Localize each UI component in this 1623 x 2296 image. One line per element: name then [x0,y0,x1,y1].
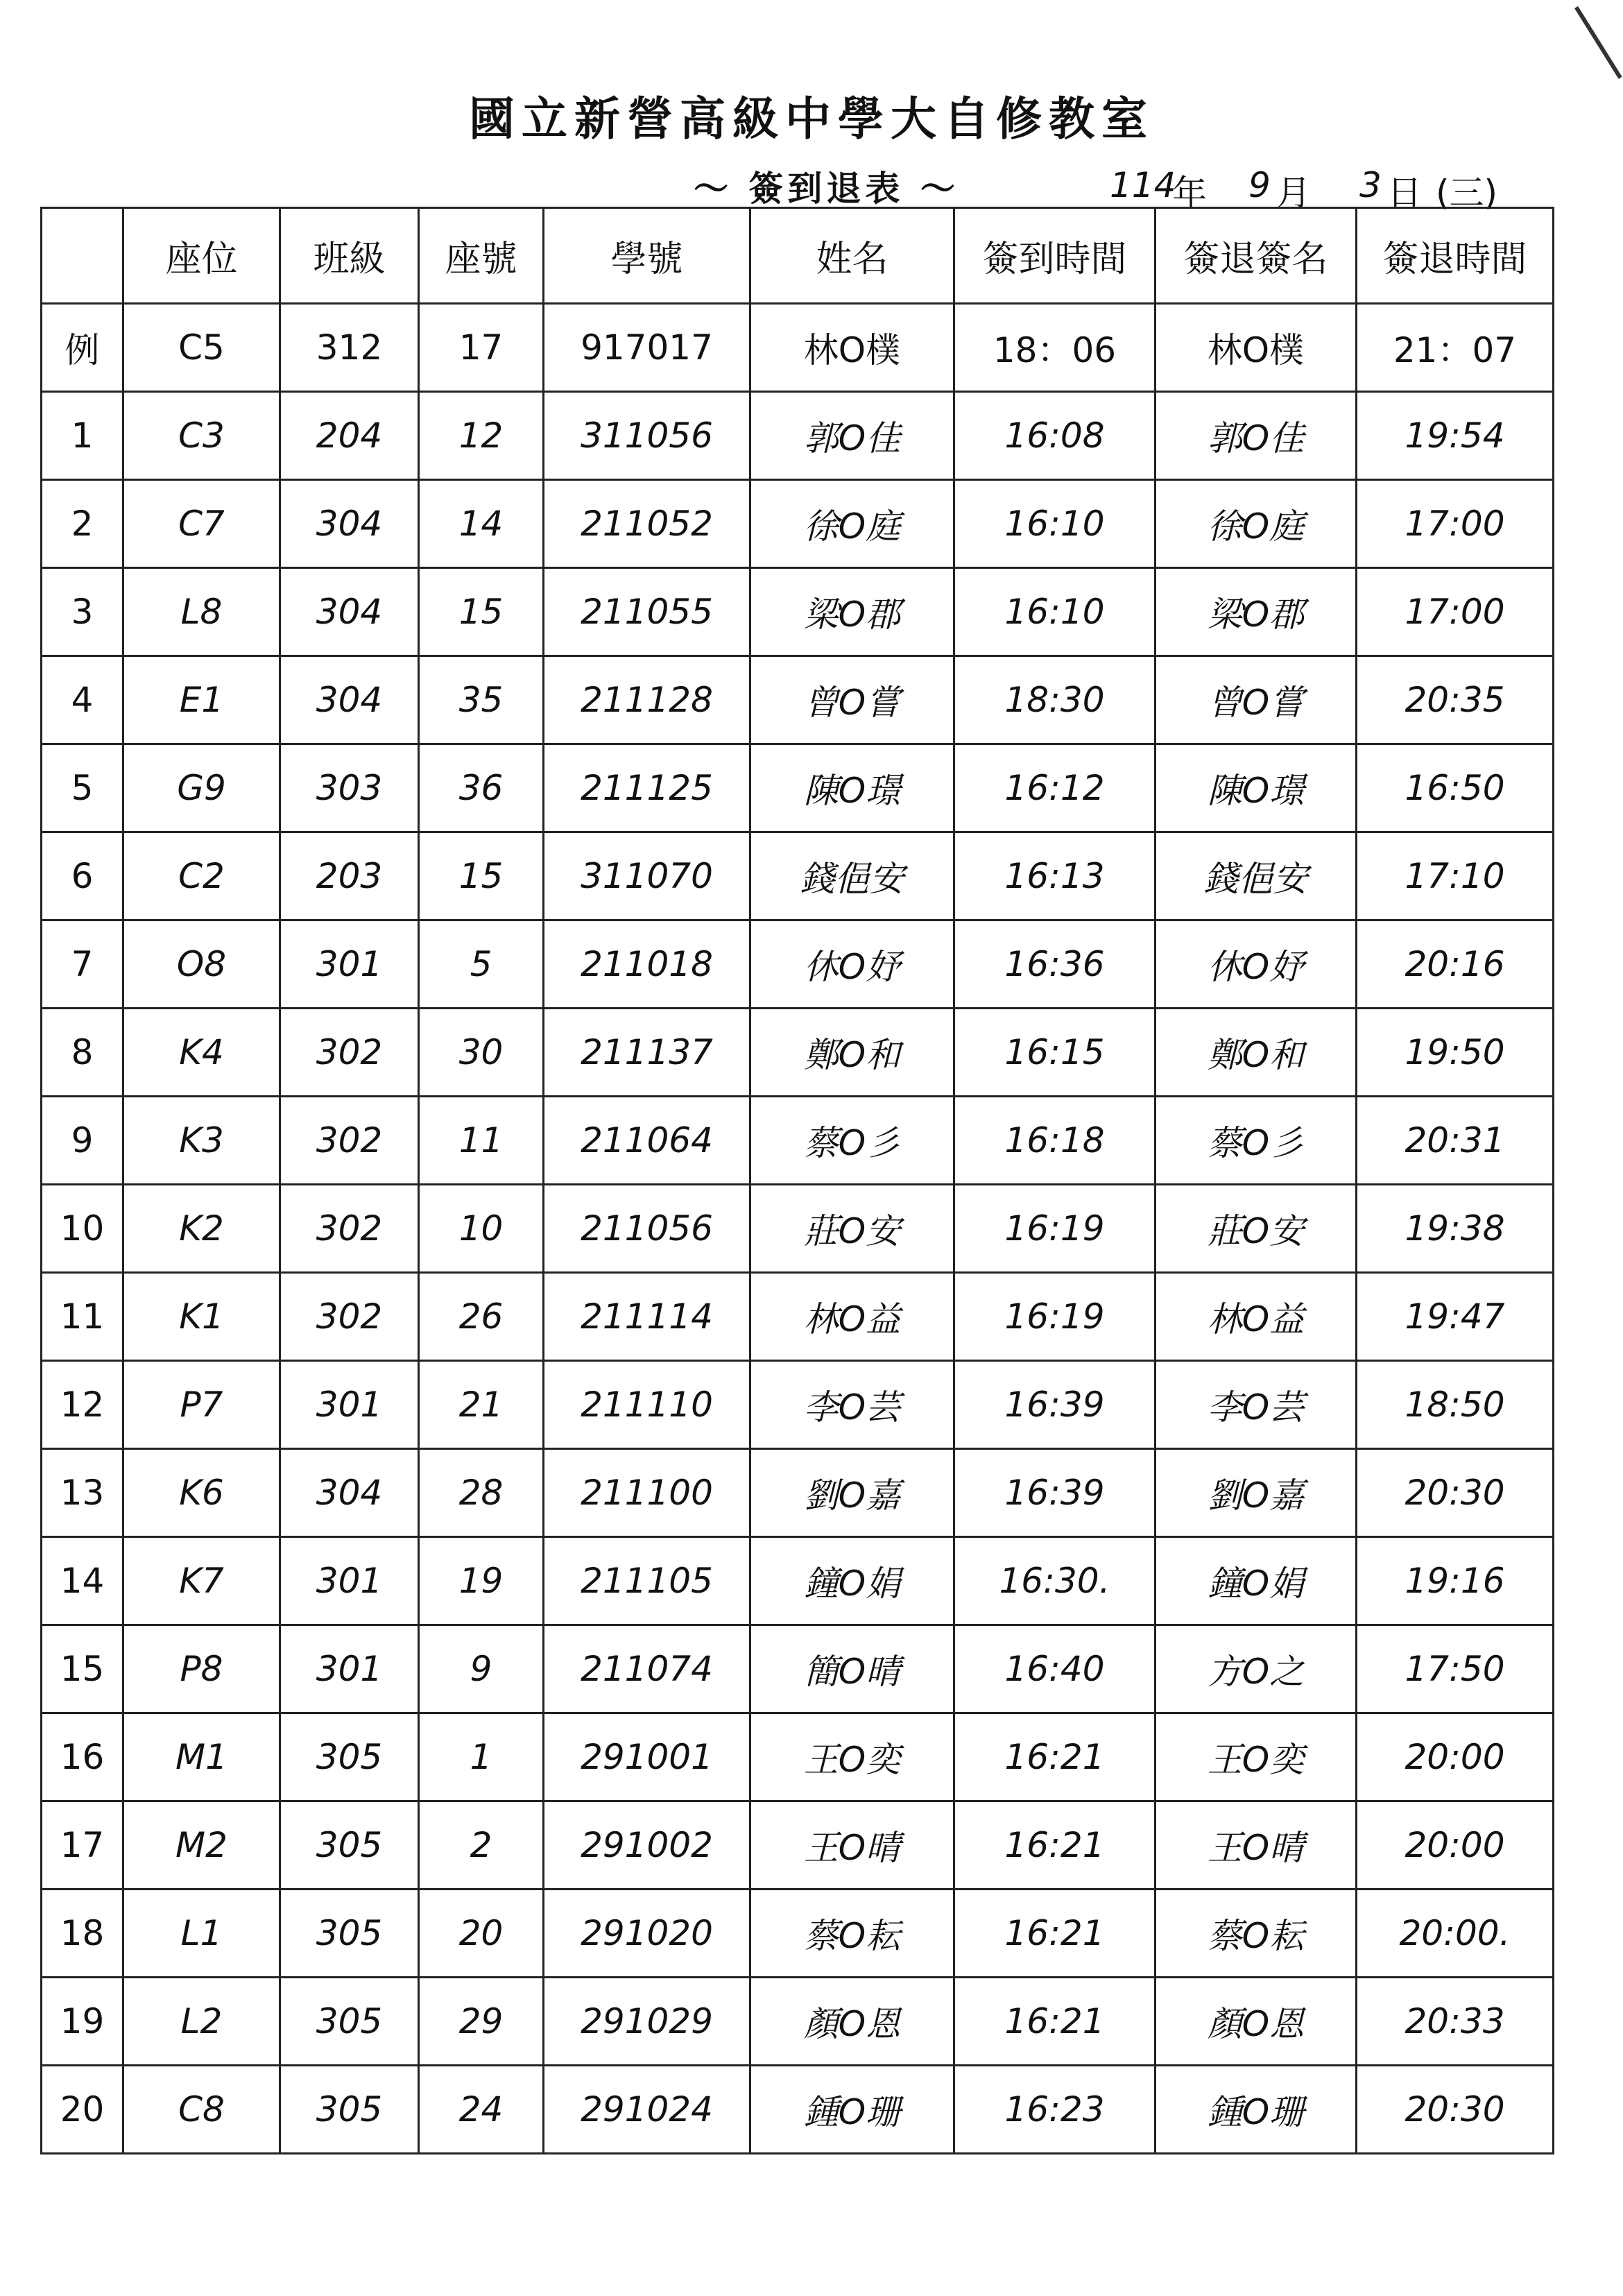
student-id-cell: 211128 [544,656,750,744]
seat-cell: M1 [123,1713,280,1801]
seat-cell: E1 [123,656,280,744]
example-seat: C5 [123,304,280,392]
example-class: 312 [280,304,419,392]
seat-cell: O8 [123,920,280,1009]
table-row [42,1890,1554,1978]
student-id-cell: 211125 [544,744,750,832]
pen-mark [1574,6,1622,79]
example-student-id: 917017 [544,304,750,392]
name-cell: 徐O庭 [750,480,954,568]
sign-out-time-cell: 17:50 [1357,1625,1554,1713]
class-cell: 204 [280,392,419,480]
seat-number-cell: 15 [419,568,544,656]
sign-out-name-cell: 梁O郡 [1156,568,1357,656]
sign-out-time-cell: 17:00 [1357,568,1554,656]
header-row [42,208,1554,304]
seat-number-cell: 2 [419,1801,544,1890]
name-cell: 錢俋安 [750,832,954,920]
seat-number-cell: 15 [419,832,544,920]
sign-out-time-cell: 20:16 [1357,920,1554,1009]
name-cell: 鄭O和 [750,1009,954,1097]
date-weekday: (三) [1436,173,1498,213]
class-cell: 302 [280,1097,419,1185]
row-number: 8 [42,1009,123,1097]
class-cell: 301 [280,1537,419,1625]
student-id-cell: 211100 [544,1449,750,1537]
sign-out-time-cell: 20:33 [1357,1978,1554,2066]
seat-number-cell: 10 [419,1185,544,1273]
student-id-cell: 291002 [544,1801,750,1890]
example-number: 17 [419,304,544,392]
sign-out-time-cell: 20:00 [1357,1801,1554,1890]
sign-in-time-cell: 16:18 [954,1097,1156,1185]
sign-out-name-cell: 徐O庭 [1156,480,1357,568]
sign-out-name-cell: 鄭O和 [1156,1009,1357,1097]
name-cell: 陳O璟 [750,744,954,832]
sign-out-name-cell: 蔡O彡 [1156,1097,1357,1185]
col-header-name: 姓名 [750,208,954,304]
seat-number-cell: 30 [419,1009,544,1097]
sign-out-time-cell: 19:38 [1357,1185,1554,1273]
table-row [42,1713,1554,1801]
col-header-index [42,208,123,304]
row-number: 10 [42,1185,123,1273]
sign-out-name-cell: 顏O恩 [1156,1978,1357,2066]
col-header-seat: 座位 [123,208,280,304]
name-cell: 林O益 [750,1273,954,1361]
seat-number-cell: 24 [419,2066,544,2154]
page-subtitle: ～ 簽到退表 ～ [694,168,959,209]
table-row [42,1273,1554,1361]
student-id-cell: 211110 [544,1361,750,1449]
seat-cell: L2 [123,1978,280,2066]
date-year-unit: 年 [1172,173,1207,213]
sign-in-time-cell: 16:13 [954,832,1156,920]
seat-cell: P8 [123,1625,280,1713]
student-id-cell: 291001 [544,1713,750,1801]
seat-number-cell: 5 [419,920,544,1009]
sign-out-name-cell: 莊O安 [1156,1185,1357,1273]
student-id-cell: 211114 [544,1273,750,1361]
student-id-cell: 211064 [544,1097,750,1185]
class-cell: 305 [280,1713,419,1801]
seat-cell: K1 [123,1273,280,1361]
student-id-cell: 211056 [544,1185,750,1273]
name-cell: 鐘O娟 [750,1537,954,1625]
col-header-class: 班級 [280,208,419,304]
date-day: 3 [1359,165,1382,205]
sign-in-time-cell: 18:30 [954,656,1156,744]
row-number: 2 [42,480,123,568]
date-year: 114 [1110,165,1176,205]
student-id-cell: 211018 [544,920,750,1009]
sign-out-name-cell: 錢俋安 [1156,832,1357,920]
student-id-cell: 291020 [544,1890,750,1978]
example-sign-out-name: 林O樸 [1156,304,1357,392]
sign-out-name-cell: 王O晴 [1156,1801,1357,1890]
date-month: 9 [1248,165,1271,205]
sign-in-time-cell: 16:10 [954,568,1156,656]
row-number: 12 [42,1361,123,1449]
col-header-sign-out-name: 簽退簽名 [1156,208,1357,304]
sign-in-time-cell: 16:40 [954,1625,1156,1713]
sign-out-time-cell: 18:50 [1357,1361,1554,1449]
class-cell: 304 [280,1449,419,1537]
row-number: 11 [42,1273,123,1361]
sign-out-name-cell: 曾O嘗 [1156,656,1357,744]
seat-cell: K4 [123,1009,280,1097]
class-cell: 304 [280,568,419,656]
sign-out-name-cell: 王O奕 [1156,1713,1357,1801]
sign-out-name-cell: 鍾O珊 [1156,2066,1357,2154]
name-cell: 莊O安 [750,1185,954,1273]
name-cell: 李O芸 [750,1361,954,1449]
seat-cell: L1 [123,1890,280,1978]
sign-out-name-cell: 林O益 [1156,1273,1357,1361]
row-number: 1 [42,392,123,480]
student-id-cell: 211074 [544,1625,750,1713]
class-cell: 304 [280,656,419,744]
seat-number-cell: 9 [419,1625,544,1713]
table-row [42,1978,1554,2066]
sign-out-time-cell: 19:47 [1357,1273,1554,1361]
table-row [42,1537,1554,1625]
example-sign-out: 21：07 [1357,304,1554,392]
table-row [42,1097,1554,1185]
class-cell: 305 [280,1801,419,1890]
table-row [42,480,1554,568]
seat-cell: C2 [123,832,280,920]
row-number: 20 [42,2066,123,2154]
sign-out-time-cell: 20:35 [1357,656,1554,744]
class-cell: 301 [280,1361,419,1449]
name-cell: 顏O恩 [750,1978,954,2066]
sign-out-time-cell: 19:54 [1357,392,1554,480]
example-sign-in: 18：06 [954,304,1156,392]
col-header-sign-out-time: 簽退時間 [1357,208,1554,304]
seat-number-cell: 29 [419,1978,544,2066]
seat-cell: C8 [123,2066,280,2154]
sign-out-time-cell: 19:16 [1357,1537,1554,1625]
seat-cell: P7 [123,1361,280,1449]
row-number: 6 [42,832,123,920]
example-label: 例 [42,304,123,392]
sign-in-time-cell: 16:15 [954,1009,1156,1097]
seat-cell: K7 [123,1537,280,1625]
sign-out-name-cell: 蔡O耘 [1156,1890,1357,1978]
seat-number-cell: 11 [419,1097,544,1185]
class-cell: 302 [280,1185,419,1273]
class-cell: 302 [280,1273,419,1361]
class-cell: 305 [280,1978,419,2066]
student-id-cell: 311070 [544,832,750,920]
seat-number-cell: 28 [419,1449,544,1537]
seat-number-cell: 21 [419,1361,544,1449]
table-row [42,1801,1554,1890]
name-cell: 蔡O彡 [750,1097,954,1185]
col-header-sign-in-time: 簽到時間 [954,208,1156,304]
sign-in-time-cell: 16:19 [954,1273,1156,1361]
table-row [42,1185,1554,1273]
student-id-cell: 291024 [544,2066,750,2154]
row-number: 7 [42,920,123,1009]
student-id-cell: 311056 [544,392,750,480]
sign-out-time-cell: 20:30 [1357,2066,1554,2154]
seat-number-cell: 36 [419,744,544,832]
row-number: 19 [42,1978,123,2066]
example-row [42,304,1554,392]
seat-cell: M2 [123,1801,280,1890]
sign-out-time-cell: 17:10 [1357,832,1554,920]
sign-in-time-cell: 16:10 [954,480,1156,568]
name-cell: 梁O郡 [750,568,954,656]
attendance-table [40,207,1554,2154]
sign-out-time-cell: 20:31 [1357,1097,1554,1185]
class-cell: 203 [280,832,419,920]
class-cell: 301 [280,920,419,1009]
sign-in-time-cell: 16:39 [954,1449,1156,1537]
sign-out-name-cell: 鐘O娟 [1156,1537,1357,1625]
row-number: 5 [42,744,123,832]
row-number: 14 [42,1537,123,1625]
seat-number-cell: 12 [419,392,544,480]
sign-out-name-cell: 郭O佳 [1156,392,1357,480]
table-row [42,568,1554,656]
sign-out-time-cell: 17:00 [1357,480,1554,568]
sign-in-time-cell: 16:21 [954,1890,1156,1978]
sign-in-time-cell: 16:36 [954,920,1156,1009]
class-cell: 305 [280,2066,419,2154]
seat-number-cell: 1 [419,1713,544,1801]
col-header-number: 座號 [419,208,544,304]
row-number: 15 [42,1625,123,1713]
row-number: 16 [42,1713,123,1801]
seat-cell: L8 [123,568,280,656]
row-number: 18 [42,1890,123,1978]
table-row [42,920,1554,1009]
sign-in-time-cell: 16:23 [954,2066,1156,2154]
row-number: 3 [42,568,123,656]
class-cell: 305 [280,1890,419,1978]
table-row [42,2066,1554,2154]
sign-out-name-cell: 李O芸 [1156,1361,1357,1449]
sign-in-time-cell: 16:21 [954,1978,1156,2066]
date-day-unit: 日 [1387,173,1422,213]
table-row [42,392,1554,480]
seat-cell: K2 [123,1185,280,1273]
name-cell: 簡O晴 [750,1625,954,1713]
table-row [42,744,1554,832]
student-id-cell: 211137 [544,1009,750,1097]
class-cell: 303 [280,744,419,832]
example-name: 林O樸 [750,304,954,392]
student-id-cell: 211055 [544,568,750,656]
row-number: 4 [42,656,123,744]
table-row [42,1361,1554,1449]
table-row [42,1449,1554,1537]
name-cell: 休O妤 [750,920,954,1009]
name-cell: 王O晴 [750,1801,954,1890]
name-cell: 鍾O珊 [750,2066,954,2154]
sign-out-time-cell: 19:50 [1357,1009,1554,1097]
table-row [42,656,1554,744]
sign-out-name-cell: 休O妤 [1156,920,1357,1009]
sign-in-time-cell: 16:30. [954,1537,1156,1625]
name-cell: 劉O嘉 [750,1449,954,1537]
name-cell: 王O奕 [750,1713,954,1801]
page-title: 國立新營高級中學大自修教室 [469,92,1154,146]
name-cell: 郭O佳 [750,392,954,480]
table-row [42,1009,1554,1097]
seat-number-cell: 19 [419,1537,544,1625]
student-id-cell: 211105 [544,1537,750,1625]
date-month-unit: 月 [1276,173,1311,213]
row-number: 9 [42,1097,123,1185]
seat-number-cell: 26 [419,1273,544,1361]
sign-in-time-cell: 16:21 [954,1801,1156,1890]
sign-out-time-cell: 16:50 [1357,744,1554,832]
seat-cell: G9 [123,744,280,832]
row-number: 13 [42,1449,123,1537]
sign-in-time-cell: 16:21 [954,1713,1156,1801]
name-cell: 蔡O耘 [750,1890,954,1978]
col-header-student-id: 學號 [544,208,750,304]
class-cell: 304 [280,480,419,568]
table-row [42,832,1554,920]
sign-out-time-cell: 20:00 [1357,1713,1554,1801]
student-id-cell: 211052 [544,480,750,568]
seat-cell: C7 [123,480,280,568]
student-id-cell: 291029 [544,1978,750,2066]
seat-number-cell: 35 [419,656,544,744]
table-row [42,1625,1554,1713]
sign-out-name-cell: 方O之 [1156,1625,1357,1713]
sign-out-name-cell: 劉O嘉 [1156,1449,1357,1537]
class-cell: 301 [280,1625,419,1713]
sign-in-time-cell: 16:19 [954,1185,1156,1273]
seat-number-cell: 14 [419,480,544,568]
sign-out-time-cell: 20:00. [1357,1890,1554,1978]
sign-in-time-cell: 16:12 [954,744,1156,832]
class-cell: 302 [280,1009,419,1097]
sign-out-name-cell: 陳O璟 [1156,744,1357,832]
seat-cell: C3 [123,392,280,480]
seat-cell: K3 [123,1097,280,1185]
row-number: 17 [42,1801,123,1890]
seat-number-cell: 20 [419,1890,544,1978]
sign-in-time-cell: 16:08 [954,392,1156,480]
sign-out-time-cell: 20:30 [1357,1449,1554,1537]
sign-in-time-cell: 16:39 [954,1361,1156,1449]
seat-cell: K6 [123,1449,280,1537]
name-cell: 曾O嘗 [750,656,954,744]
